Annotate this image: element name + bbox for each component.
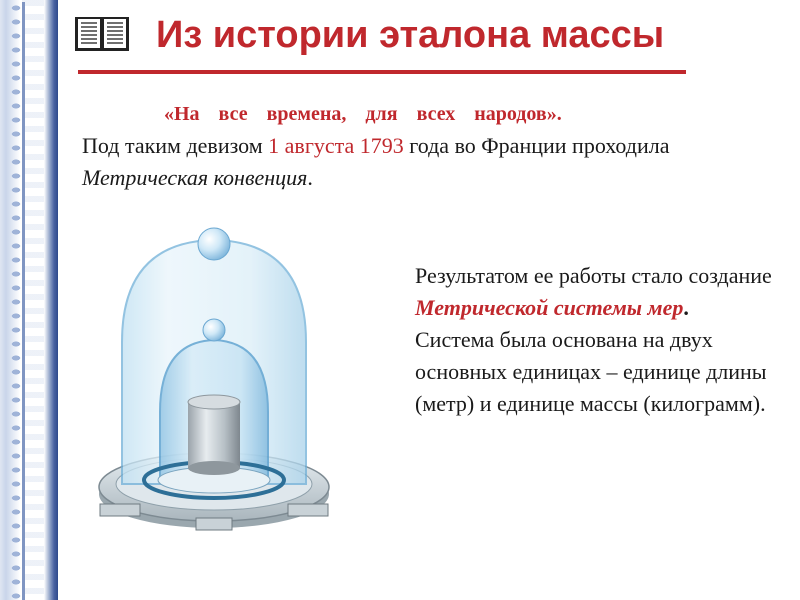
open-book-icon [74,14,130,54]
highlight-period: . [683,295,689,320]
convention-name: Метрическая конвенция [82,165,308,190]
metric-system-highlight: Метрической системы мер [415,295,684,320]
slide-title: Из истории эталона массы [156,14,665,56]
result-paragraph [415,260,775,420]
date-highlight: 1 августа 1793 [268,133,404,158]
intro-text-1: Под таким девизом [82,133,269,158]
intro-text-3: . [307,165,313,190]
result-intro: Результатом ее работы стало создание [415,263,772,288]
notebook-binding [0,0,58,600]
title-underline [78,70,686,74]
intro-paragraph [82,130,722,194]
motto-quote: «На все времена, для всех народов». [164,103,562,125]
binding-rings [4,2,34,600]
result-details: Система была основана на двух основных единицах – единице длины (метр) и единице массы (килограмм). [415,327,767,416]
kilogram-prototype-illustration [92,222,342,552]
intro-text-2: года во Франции проходила [403,133,670,158]
